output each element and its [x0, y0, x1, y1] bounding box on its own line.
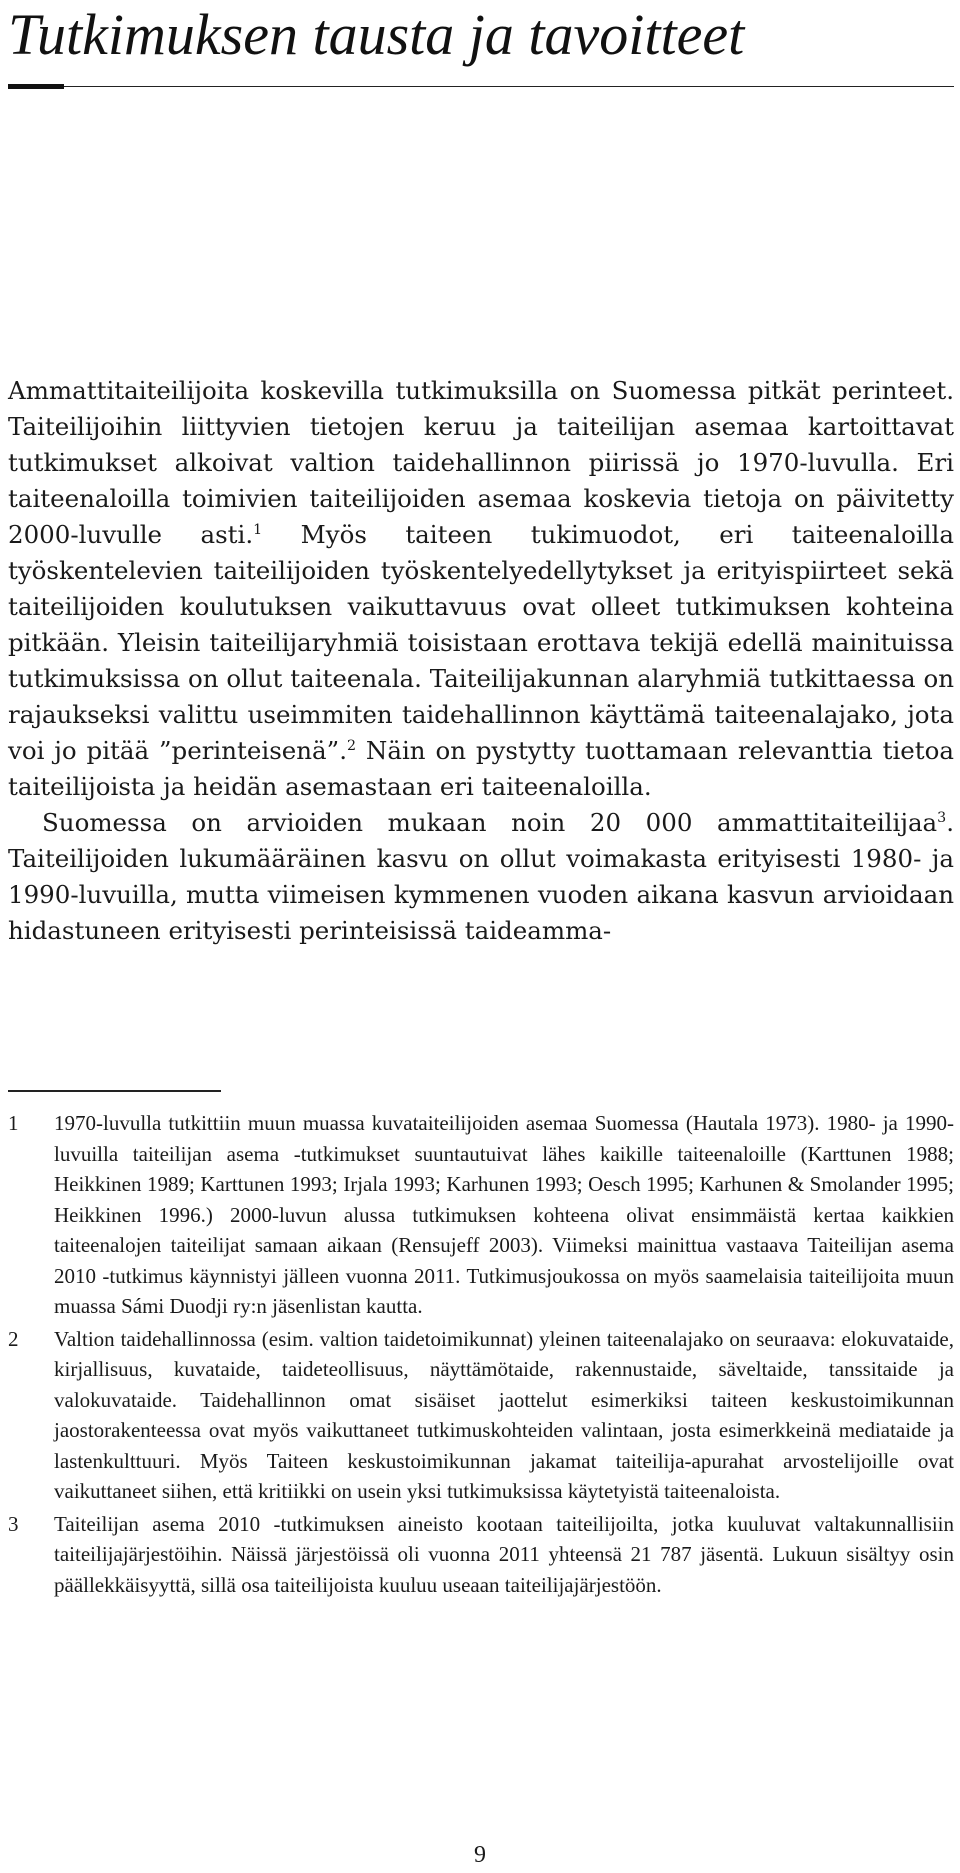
footnote-ref-3: 3	[937, 809, 947, 826]
footnote-separator	[8, 1090, 221, 1092]
title-accent-bar	[8, 84, 64, 89]
paragraph-2-text-a: Suomessa on arvioiden mukaan noin 20 000 ammattitaiteilijaa	[42, 808, 938, 837]
paragraph-1	[8, 373, 954, 805]
footnote-text: Taiteilijan asema 2010 -tutkimuksen aineisto kootaan taiteilijoilta, jotka kuuluvat valtakunnallisiin taiteilijajärjestöihin. Näissä järjestöissä oli vuonna 2011 yhteensä 21 787 jäsentä. Lukuun sisältyy osin päällekkäisyyttä, sillä osa taiteilijoista kuuluu useaan taiteilijajärjestöön.	[54, 1511, 954, 1597]
footnote-2	[8, 1324, 954, 1507]
footnote-text: Valtion taidehallinnossa (esim. valtion taidetoimikunnat) yleinen taiteenalajako on seuraava: elokuvataide, kirjallisuus, kuvataide, taideteollisuus, näyttämötaide, rakennustaide, säveltaide, tanssitaide ja valokuvataide. Taidehallinnon omat sisäiset jaottelut esimerkiksi taiteen keskustoimikunnan jaostorakenteessa ovat myös vaikuttaneet tutkimuskohteiden valintaan, josta esimerkkeinä mediataide ja lastenkulttuuri. Myös Taiteen keskustoimikunnan jakamat taiteilija-apurahat arvostelijoille ovat vaikuttaneet siihen, että kritiikki on usein yksi tutkimuksissa käytetyistä taiteenaloista.	[54, 1326, 954, 1503]
page-number: 9	[474, 1842, 486, 1868]
footnote-ref-1: 1	[253, 521, 263, 538]
paragraph-1-text-b: Myös taiteen tukimuodot, eri taiteenaloilla työskentelevien taiteilijoiden työskentelyedellytykset ja erityispiirteet sekä taiteilijoiden koulutuksen vaikuttavuus ovat olleet tutkimuksen kohteina pitkään. Yleisin taiteilijaryhmiä toisistaan erottava tekijä edellä mainituissa tutkimuksissa on ollut taiteenala. Taiteilijakunnan alaryhmiä tutkittaessa on rajaukseksi valittu useimmiten taidehallinnon käyttämä taiteenalajako, jota voi jo pitää ”perinteisenä”.	[8, 520, 954, 765]
footnote-1	[8, 1108, 954, 1322]
footnote-text: 1970-luvulla tutkittiin muun muassa kuvataiteilijoiden asemaa Suomessa (Hautala 1973). 1980- ja 1990-luvuilla taiteilijan asema -tutkimukset suuntautuivat lähes kaikille taiteenaloille (Karttunen 1988; Heikkinen 1989; Karttunen 1993; Irjala 1993; Karhunen 1993; Oesch 1995; Karhunen & Smolander 1995; Heikkinen 1996.) 2000-luvun alussa tutkimuksen kohteena olivat ensimmäistä kertaa kaikkien taiteenalojen taiteilijat samaan aikaan (Rensujeff 2003). Viimeksi mainittua vastaava Taiteilijan asema 2010 -tutkimus käynnistyi jälleen vuonna 2011. Tutkimusjoukossa on myös saamelaisia taiteilijoita muun muassa Sámi Duodji ry:n jäsenlistan kautta.	[54, 1111, 954, 1318]
body-text	[8, 373, 954, 949]
footnote-number: 3	[8, 1511, 19, 1536]
paragraph-2	[8, 805, 954, 949]
footnote-number: 2	[8, 1326, 19, 1351]
page-title: Tutkimuksen tausta ja tavoitteet	[8, 2, 745, 67]
footnote-3	[8, 1509, 954, 1601]
paragraph-1-text-c: Näin on pystytty tuottamaan relevanttia tietoa taiteilijoista ja heidän asemastaan eri taiteenaloilla.	[8, 736, 954, 801]
footnotes	[8, 1108, 954, 1602]
footnote-ref-2: 2	[346, 737, 357, 754]
title-rule	[8, 86, 954, 87]
footnote-number: 1	[8, 1111, 19, 1135]
paragraph-1-text-a: Ammattitaiteilijoita koskevilla tutkimuksilla on Suomessa pitkät perinteet. Taiteilijoihin liittyvien tietojen keruu ja taiteilijan asemaa kartoittavat tutkimukset alkoivat valtion taidehallinnon piirissä jo 1970-luvulla. Eri taiteenaloilla toimivien taiteilijoiden asemaa koskevia tietoja on päivitetty 2000-luvulle asti.	[8, 376, 954, 549]
paragraph-2-text-b: . Taiteilijoiden lukumääräinen kasvu on ollut voimakasta erityisesti 1980- ja 1990-luvuilla, mutta viimeisen kymmenen vuoden aikana kasvun arvioidaan hidastuneen erityisesti perinteisissä taideamma-	[8, 808, 954, 945]
